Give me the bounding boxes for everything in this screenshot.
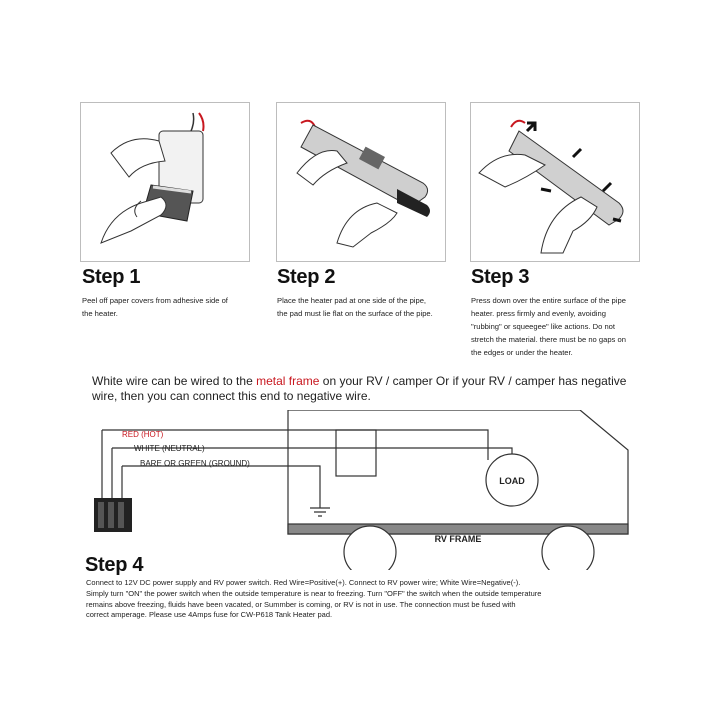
step4-line: Simply turn "ON" the power switch when the outside temperature is near to freezing. Turn "OFF" the switch when the outside temperature (86, 588, 542, 598)
place-pad-illustration (277, 103, 445, 261)
step2-title: Step 2 (277, 266, 336, 288)
step4-description (86, 578, 666, 621)
step3-line: the edges or under the heater. (471, 348, 573, 357)
press-down-illustration (471, 103, 639, 261)
step4-line: remains above freezing, fluids have been vacated, or Summber is coming, or RV is not in use. The connection must be fused with (86, 599, 516, 609)
step3-line: heater. press firmly and evenly, avoiding (471, 309, 606, 318)
step4-line: Connect to 12V DC power supply and RV power switch. Red Wire=Positive(+). Connect to RV power wire; White Wire=Negative(-). (86, 578, 521, 587)
step3-line: Press down over the entire surface of the pipe (471, 296, 626, 305)
note-text-end: on your RV / camper Or if your RV / camper has negative wire, then you can connect this end to negative wire. (92, 374, 627, 403)
step3-illustration (470, 102, 640, 262)
red-wire-label: RED (HOT) (122, 430, 164, 439)
step2-illustration (276, 102, 446, 262)
wiring-note (92, 374, 652, 404)
ground-symbol (310, 508, 330, 516)
white-wire-label: WHITE (NEUTRAL) (134, 444, 205, 453)
step3-description (471, 294, 651, 359)
note-text-start: White wire can be wired to the (92, 374, 257, 388)
step1-title: Step 1 (82, 266, 141, 288)
wiring-diagram (80, 410, 640, 570)
ground-wire (122, 466, 320, 508)
step1-description (82, 294, 262, 320)
step1-illustration (80, 102, 250, 262)
junction-box (336, 430, 376, 476)
step2-line: the pad must lie flat on the surface of the pipe. (277, 309, 433, 318)
step1-line: the heater. (82, 309, 118, 318)
step2-line: Place the heater pad at one side of the pipe, (277, 296, 427, 305)
step4-line: correct amperage. Please use 4Amps fuse for CW-P618 Tank Heater pad. (86, 610, 333, 620)
white-wire (112, 448, 512, 506)
ground-wire-label: BARE OR GREEN (GROUND) (140, 459, 250, 468)
note-highlight: metal frame (256, 374, 320, 388)
load-label: LOAD (499, 476, 525, 486)
step3-line: "rubbing" or squeegee" like actions. Do not (471, 322, 616, 331)
rv-frame-label: RV FRAME (434, 534, 482, 544)
peel-paper-illustration (81, 103, 249, 261)
step3-line: stretch the material. there must be no gaps on (471, 335, 626, 344)
step4-title: Step 4 (85, 554, 144, 576)
plug-connector (94, 498, 132, 532)
red-wire (102, 430, 488, 506)
step2-description (277, 294, 467, 320)
step3-title: Step 3 (471, 266, 530, 288)
step1-line: Peel off paper covers from adhesive side of (82, 296, 228, 305)
